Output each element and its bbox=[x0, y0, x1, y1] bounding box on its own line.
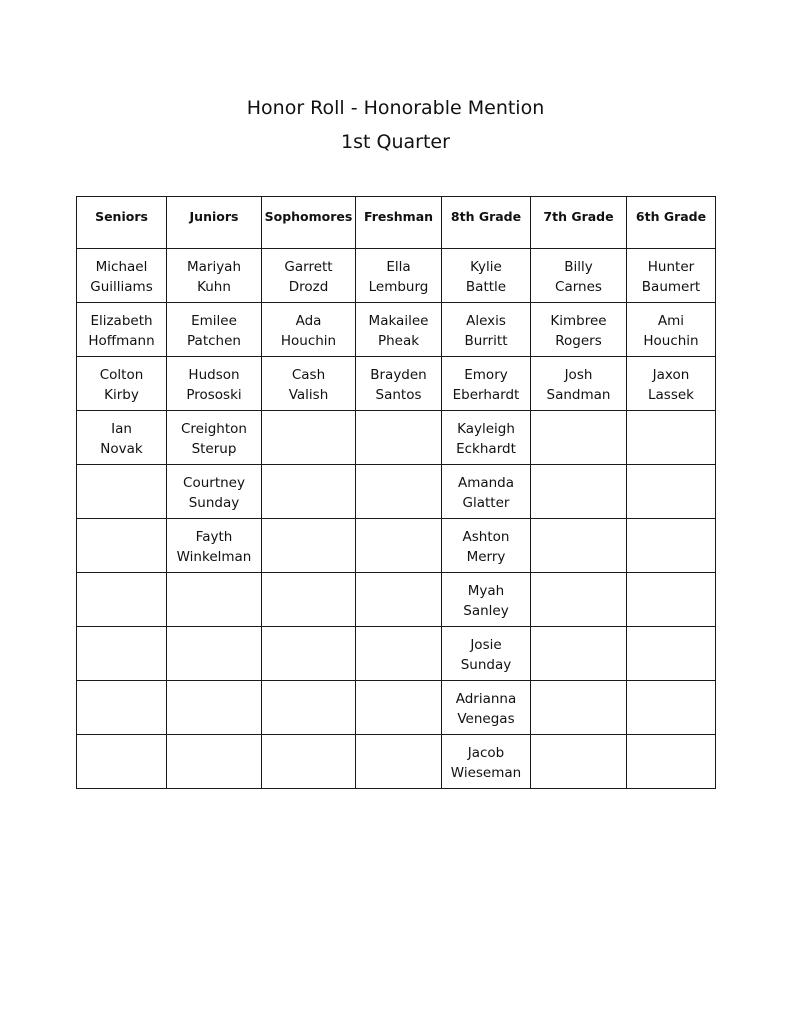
first-name: Michael bbox=[95, 259, 148, 275]
empty-cell bbox=[77, 519, 167, 573]
table-row bbox=[77, 627, 716, 681]
name-cell bbox=[442, 627, 531, 681]
name-cell bbox=[77, 249, 167, 303]
name-cell bbox=[77, 411, 167, 465]
column-header: 7th Grade bbox=[531, 197, 627, 249]
first-name: Garrett bbox=[284, 259, 333, 275]
first-name: Elizabeth bbox=[90, 313, 153, 329]
name-cell bbox=[627, 357, 716, 411]
table-row bbox=[77, 357, 716, 411]
first-name: Jaxon bbox=[652, 367, 690, 383]
column-header: Seniors bbox=[77, 197, 167, 249]
first-name: Courtney bbox=[183, 475, 245, 491]
empty-cell bbox=[167, 573, 262, 627]
first-name: Creighton bbox=[181, 421, 247, 437]
last-name: Sunday bbox=[460, 657, 512, 673]
empty-cell bbox=[627, 465, 716, 519]
name-cell bbox=[356, 249, 442, 303]
name-cell bbox=[262, 303, 356, 357]
first-name: Josie bbox=[470, 637, 502, 653]
empty-cell bbox=[262, 627, 356, 681]
first-name: Josh bbox=[564, 367, 593, 383]
last-name: Sterup bbox=[191, 441, 237, 457]
last-name: Sunday bbox=[188, 495, 240, 511]
name-cell bbox=[77, 303, 167, 357]
last-name: Lassek bbox=[648, 387, 694, 403]
table-row bbox=[77, 735, 716, 789]
column-header: 6th Grade bbox=[627, 197, 716, 249]
name-cell bbox=[442, 519, 531, 573]
last-name: Winkelman bbox=[176, 549, 252, 565]
name-cell bbox=[77, 357, 167, 411]
first-name: Makailee bbox=[368, 313, 429, 329]
name-cell bbox=[262, 357, 356, 411]
table-row bbox=[77, 573, 716, 627]
last-name: Kuhn bbox=[197, 279, 231, 295]
empty-cell bbox=[356, 681, 442, 735]
first-name: Kylie bbox=[470, 259, 502, 275]
empty-cell bbox=[531, 627, 627, 681]
last-name: Baumert bbox=[641, 279, 701, 295]
name-cell bbox=[356, 303, 442, 357]
empty-cell bbox=[262, 519, 356, 573]
empty-cell bbox=[77, 681, 167, 735]
first-name: Mariyah bbox=[186, 259, 242, 275]
empty-cell bbox=[356, 627, 442, 681]
empty-cell bbox=[77, 735, 167, 789]
empty-cell bbox=[531, 519, 627, 573]
empty-cell bbox=[77, 465, 167, 519]
first-name: Brayden bbox=[370, 367, 427, 383]
last-name: Eckhardt bbox=[456, 441, 516, 457]
first-name: Cash bbox=[291, 367, 326, 383]
empty-cell bbox=[531, 681, 627, 735]
last-name: Sanley bbox=[463, 603, 509, 619]
empty-cell bbox=[262, 681, 356, 735]
column-header: 8th Grade bbox=[442, 197, 531, 249]
empty-cell bbox=[356, 519, 442, 573]
last-name: Merry bbox=[466, 549, 506, 565]
table-row bbox=[77, 465, 716, 519]
empty-cell bbox=[167, 681, 262, 735]
empty-cell bbox=[167, 627, 262, 681]
last-name: Santos bbox=[375, 387, 422, 403]
last-name: Lemburg bbox=[368, 279, 429, 295]
name-cell bbox=[442, 357, 531, 411]
name-cell bbox=[442, 411, 531, 465]
empty-cell bbox=[627, 681, 716, 735]
name-cell bbox=[167, 519, 262, 573]
name-cell bbox=[167, 249, 262, 303]
last-name: Carnes bbox=[555, 279, 602, 295]
empty-cell bbox=[167, 735, 262, 789]
last-name: Houchin bbox=[643, 333, 699, 349]
column-header: Juniors bbox=[167, 197, 262, 249]
first-name: Myah bbox=[467, 583, 505, 599]
last-name: Wieseman bbox=[450, 765, 522, 781]
empty-cell bbox=[356, 465, 442, 519]
first-name: Emilee bbox=[191, 313, 237, 329]
empty-cell bbox=[356, 411, 442, 465]
last-name: Battle bbox=[465, 279, 507, 295]
name-cell bbox=[442, 735, 531, 789]
empty-cell bbox=[627, 573, 716, 627]
empty-cell bbox=[356, 573, 442, 627]
name-cell bbox=[167, 411, 262, 465]
name-cell bbox=[531, 249, 627, 303]
first-name: Amanda bbox=[457, 475, 515, 491]
last-name: Eberhardt bbox=[452, 387, 520, 403]
name-cell bbox=[531, 303, 627, 357]
last-name: Kirby bbox=[104, 387, 139, 403]
empty-cell bbox=[77, 573, 167, 627]
first-name: Ian bbox=[111, 421, 132, 437]
first-name: Ella bbox=[386, 259, 411, 275]
empty-cell bbox=[627, 411, 716, 465]
first-name: Emory bbox=[464, 367, 508, 383]
last-name: Hoffmann bbox=[88, 333, 155, 349]
table-row bbox=[77, 249, 716, 303]
empty-cell bbox=[262, 573, 356, 627]
last-name: Valish bbox=[288, 387, 329, 403]
name-cell bbox=[442, 573, 531, 627]
empty-cell bbox=[356, 735, 442, 789]
name-cell bbox=[531, 357, 627, 411]
last-name: Prososki bbox=[186, 387, 242, 403]
empty-cell bbox=[531, 735, 627, 789]
first-name: Kayleigh bbox=[457, 421, 515, 437]
last-name: Pheak bbox=[377, 333, 420, 349]
empty-cell bbox=[627, 519, 716, 573]
table-body bbox=[77, 249, 716, 789]
last-name: Patchen bbox=[187, 333, 241, 349]
name-cell bbox=[167, 357, 262, 411]
empty-cell bbox=[531, 573, 627, 627]
table-row bbox=[77, 303, 716, 357]
name-cell bbox=[262, 249, 356, 303]
empty-cell bbox=[627, 735, 716, 789]
last-name: Drozd bbox=[288, 279, 329, 295]
first-name: Adrianna bbox=[455, 691, 517, 707]
name-cell bbox=[356, 357, 442, 411]
name-cell bbox=[442, 249, 531, 303]
last-name: Glatter bbox=[462, 495, 510, 511]
document-subtitle: 1st Quarter bbox=[341, 131, 450, 153]
first-name: Hunter bbox=[647, 259, 695, 275]
first-name: Billy bbox=[564, 259, 593, 275]
first-name: Fayth bbox=[195, 529, 233, 545]
document-title: Honor Roll - Honorable Mention bbox=[246, 97, 545, 119]
empty-cell bbox=[627, 627, 716, 681]
first-name: Colton bbox=[99, 367, 144, 383]
first-name: Kimbree bbox=[550, 313, 607, 329]
table-row bbox=[77, 411, 716, 465]
column-header: Sophomores bbox=[262, 197, 356, 249]
table-row bbox=[77, 681, 716, 735]
table-row bbox=[77, 519, 716, 573]
first-name: Ashton bbox=[462, 529, 510, 545]
empty-cell bbox=[531, 411, 627, 465]
last-name: Sandman bbox=[546, 387, 611, 403]
last-name: Venegas bbox=[457, 711, 515, 727]
name-cell bbox=[442, 303, 531, 357]
header-row bbox=[77, 197, 716, 249]
name-cell bbox=[627, 249, 716, 303]
empty-cell bbox=[262, 735, 356, 789]
empty-cell bbox=[262, 411, 356, 465]
column-header: Freshman bbox=[356, 197, 442, 249]
first-name: Jacob bbox=[467, 745, 505, 761]
last-name: Rogers bbox=[555, 333, 602, 349]
last-name: Novak bbox=[100, 441, 143, 457]
first-name: Alexis bbox=[466, 313, 506, 329]
last-name: Guilliams bbox=[90, 279, 153, 295]
first-name: Hudson bbox=[188, 367, 240, 383]
name-cell bbox=[167, 465, 262, 519]
empty-cell bbox=[262, 465, 356, 519]
name-cell bbox=[442, 681, 531, 735]
name-cell bbox=[627, 303, 716, 357]
empty-cell bbox=[531, 465, 627, 519]
last-name: Burritt bbox=[464, 333, 508, 349]
name-cell bbox=[167, 303, 262, 357]
first-name: Ami bbox=[657, 313, 685, 329]
name-cell bbox=[442, 465, 531, 519]
first-name: Ada bbox=[295, 313, 322, 329]
empty-cell bbox=[77, 627, 167, 681]
honor-roll-table bbox=[76, 196, 716, 789]
last-name: Houchin bbox=[280, 333, 337, 349]
